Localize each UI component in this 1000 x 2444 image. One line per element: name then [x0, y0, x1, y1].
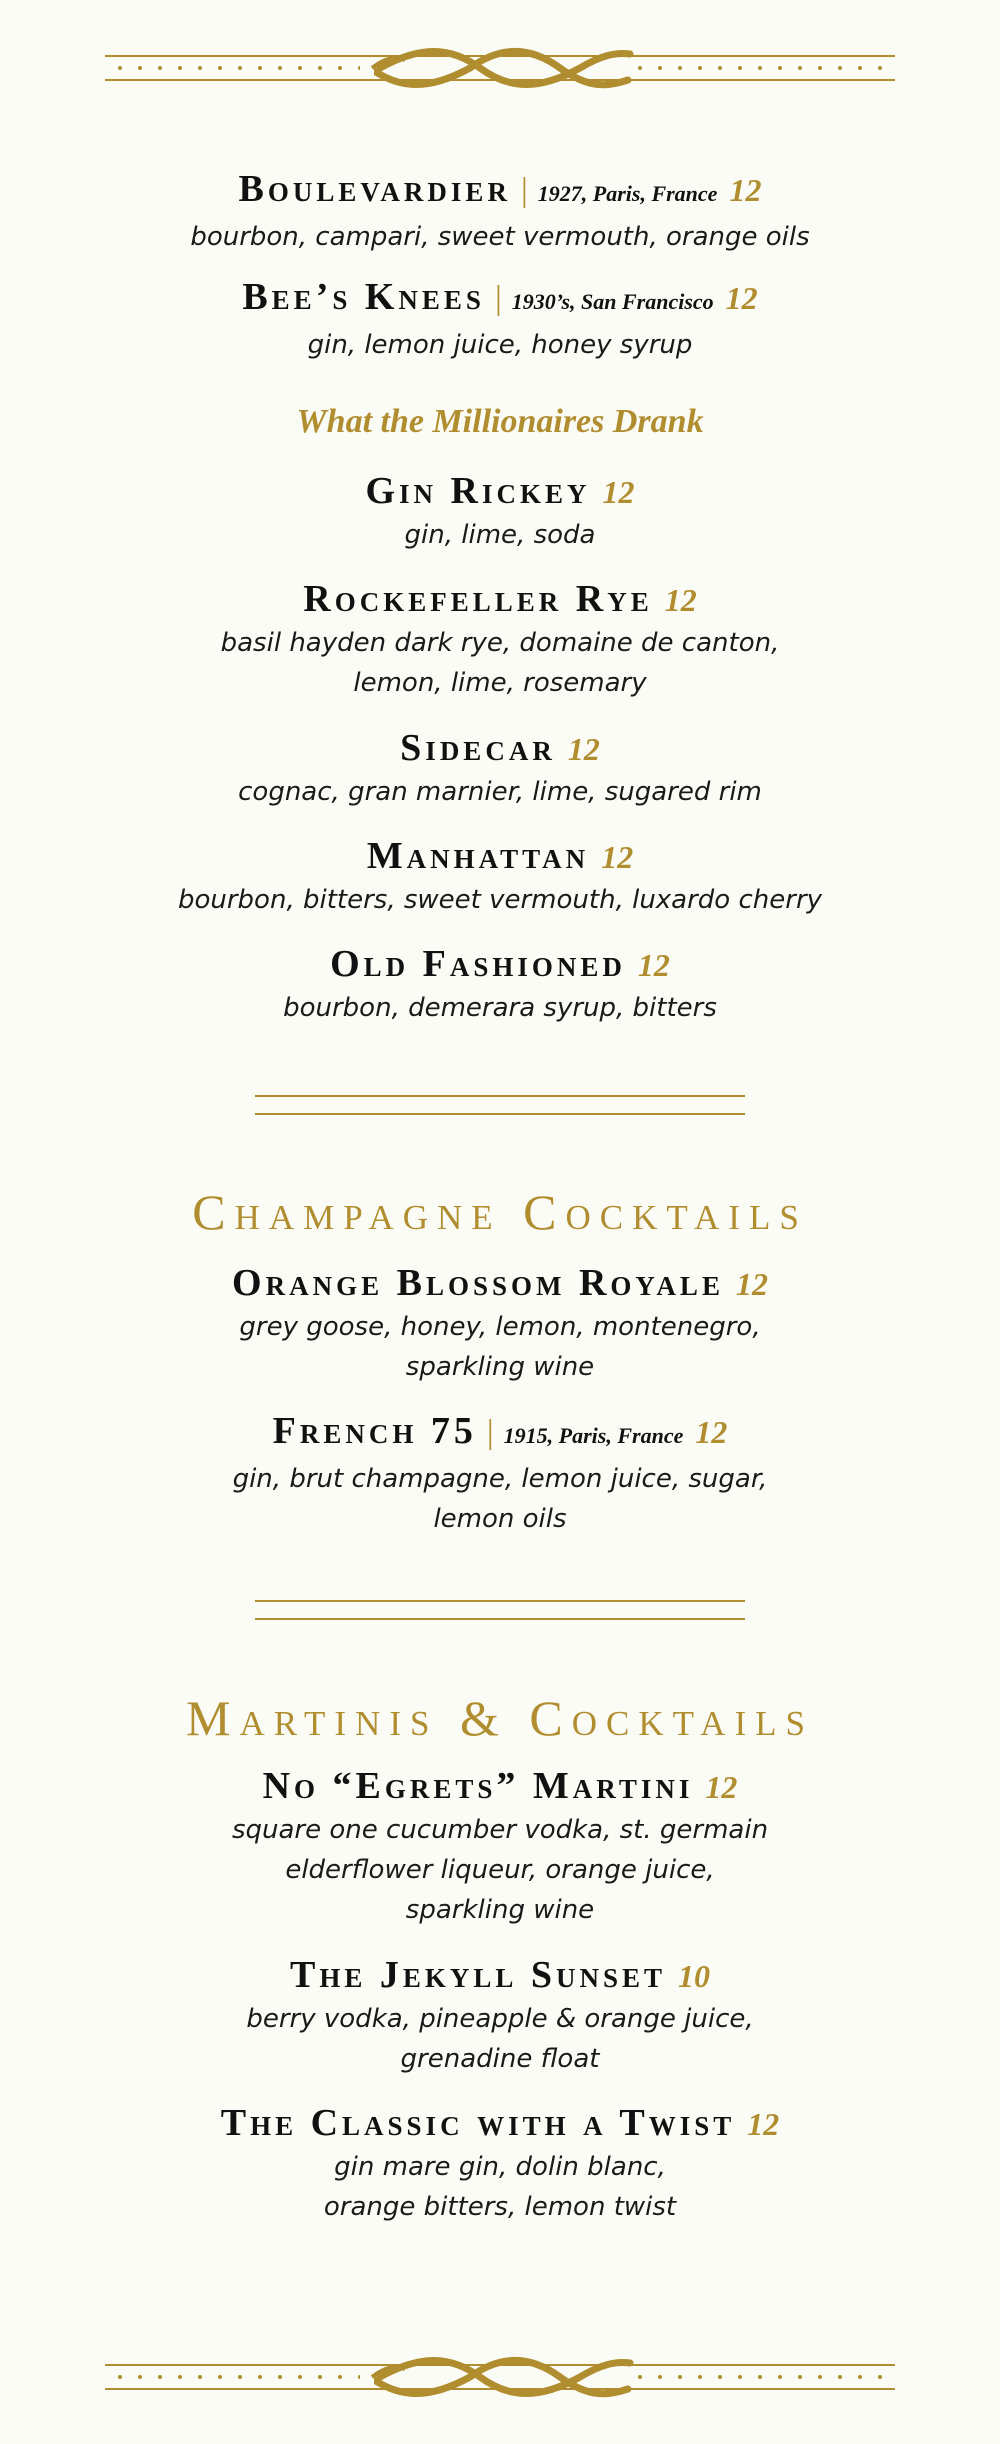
champagne-section-title: Champagne Cocktails: [192, 1184, 808, 1240]
item-description-line: grey goose, honey, lemon, montenegro,: [239, 1312, 761, 1342]
item-name: Rockefeller Rye: [303, 578, 653, 620]
item-title: [0, 1765, 1000, 1808]
item-price: 12: [602, 474, 635, 510]
item-title: [0, 835, 1000, 878]
scroll-ornament-icon: [0, 38, 1000, 98]
item-description-line: square one cucumber vodka, st. germain: [231, 1815, 769, 1845]
item-name: The Classic with a Twist: [220, 2102, 736, 2144]
item-title: [0, 943, 1000, 986]
item-name: Gin Rickey: [365, 470, 591, 512]
menu-item-sidecar: [0, 727, 1000, 812]
menu-item-jekyll-sunset: [0, 1954, 1000, 2079]
separator: |: [520, 172, 528, 209]
item-description-line: lemon, lime, rosemary: [353, 668, 647, 698]
menu-item-bees-knees: [0, 276, 1000, 365]
item-price: 10: [678, 1958, 711, 1994]
item-name: Bee’s Knees: [242, 276, 485, 318]
item-price: 12: [725, 280, 758, 316]
item-title: [0, 470, 1000, 513]
item-name: Boulevardier: [238, 168, 511, 210]
menu-item-old-fashioned: [0, 943, 1000, 1028]
item-description-line: gin, brut champagne, lemon juice, sugar,: [232, 1464, 768, 1494]
item-description: bourbon, demerara syrup, bitters: [283, 993, 717, 1023]
item-description-line: gin mare gin, dolin blanc,: [334, 2152, 666, 2182]
item-name: French 75: [272, 1410, 477, 1452]
item-title: [0, 727, 1000, 770]
item-name: Old Fashioned: [330, 943, 626, 985]
item-price: 12: [729, 172, 762, 208]
millionaires-subheading: What the Millionaires Drank: [296, 403, 704, 440]
item-origin: 1915, Paris, France: [503, 1423, 684, 1448]
item-name: Sidecar: [400, 727, 556, 769]
menu-item-french-75: [0, 1410, 1000, 1539]
item-description: bourbon, bitters, sweet vermouth, luxardo cherry: [177, 885, 823, 915]
section-divider: [255, 1095, 745, 1115]
item-title: [0, 578, 1000, 621]
item-description-line: sparkling wine: [405, 1352, 595, 1382]
item-description: gin, lime, soda: [404, 520, 596, 550]
item-origin: 1930’s, San Francisco: [511, 289, 714, 314]
item-price: 12: [601, 839, 634, 875]
menu-item-no-egrets-martini: [0, 1765, 1000, 1930]
item-name: No “Egrets” Martini: [262, 1765, 694, 1807]
item-title: [0, 1262, 1000, 1305]
item-name: The Jekyll Sunset: [289, 1954, 667, 1996]
item-description-line: elderflower liqueur, orange juice,: [285, 1855, 715, 1885]
item-price: 12: [705, 1769, 738, 1805]
item-description-line: orange bitters, lemon twist: [323, 2192, 677, 2222]
menu-item-classic-with-a-twist: [0, 2102, 1000, 2227]
item-description-line: lemon oils: [433, 1504, 567, 1534]
item-price: 12: [695, 1414, 728, 1450]
item-price: 12: [747, 2106, 780, 2142]
item-origin: 1927, Paris, France: [537, 181, 718, 206]
item-price: 12: [664, 582, 697, 618]
item-description-line: sparkling wine: [405, 1895, 595, 1925]
menu-item-boulevardier: [0, 168, 1000, 257]
item-title: [0, 1954, 1000, 1997]
top-ornament-border: [0, 38, 1000, 98]
item-title: [0, 2102, 1000, 2145]
martinis-section-title: Martinis & Cocktails: [186, 1690, 814, 1746]
item-title: [0, 168, 1000, 215]
item-price: 12: [637, 947, 670, 983]
menu-item-orange-blossom-royale: [0, 1262, 1000, 1387]
item-name: Manhattan: [366, 835, 590, 877]
scroll-ornament-icon: [0, 2347, 1000, 2407]
item-description-line: grenadine float: [400, 2044, 600, 2074]
separator: |: [486, 1414, 494, 1451]
item-title: [0, 276, 1000, 323]
item-description-line: basil hayden dark rye, domaine de canton,: [220, 628, 780, 658]
item-name: Orange Blossom Royale: [232, 1262, 724, 1304]
item-price: 12: [735, 1266, 768, 1302]
bottom-ornament-border: [0, 2347, 1000, 2407]
item-price: 12: [567, 731, 600, 767]
separator: |: [494, 280, 502, 317]
item-description: cognac, gran marnier, lime, sugared rim: [238, 777, 762, 807]
item-description-line: berry vodka, pineapple & orange juice,: [246, 2004, 754, 2034]
section-divider: [255, 1600, 745, 1620]
menu-item-rockefeller-rye: [0, 578, 1000, 703]
menu-item-gin-rickey: [0, 470, 1000, 555]
item-title: [0, 1410, 1000, 1457]
menu-item-manhattan: [0, 835, 1000, 920]
item-description: bourbon, campari, sweet vermouth, orange oils: [190, 222, 810, 252]
item-description: gin, lemon juice, honey syrup: [307, 330, 693, 360]
